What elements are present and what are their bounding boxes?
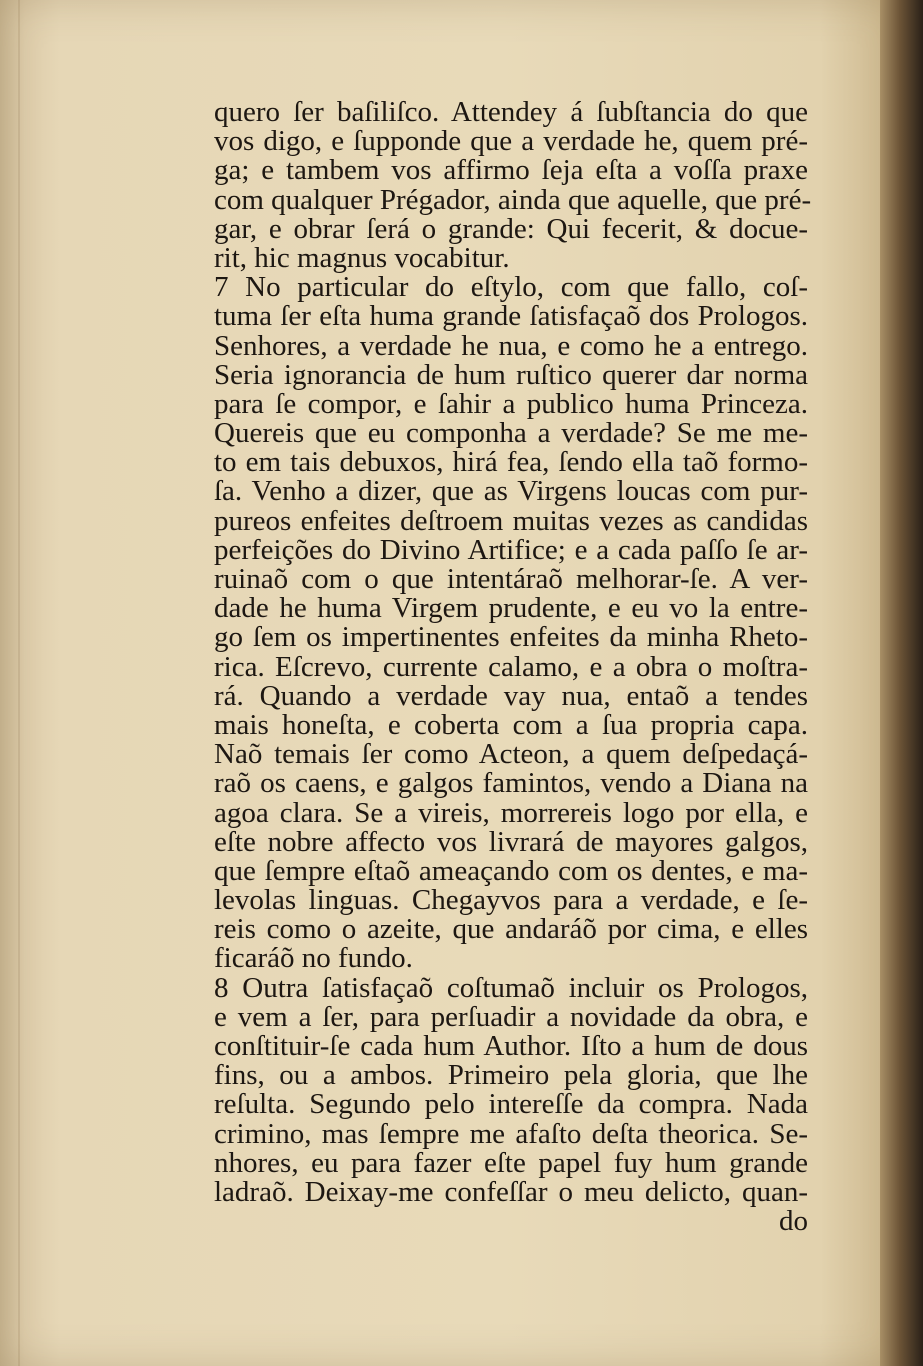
text-line: que ſempre eſtaõ ameaçando com os dentes, e ma-	[214, 854, 808, 887]
text-line: nhores, eu para fazer eſte papel fuy hum grande	[214, 1146, 808, 1179]
text-line: quero ſer baſiliſco. Attendey á ſubſtancia do que	[214, 96, 808, 128]
text-line: gar, e obrar ſerá o grande: Qui fecerit, & docue-	[214, 212, 808, 245]
text-line: 7 No particular do eſtylo, com que fallo, coſ-	[214, 271, 808, 304]
text-line: crimino, mas ſempre me afaſto deſta theorica. Se-	[214, 1117, 808, 1150]
text-line: tuma ſer eſta huma grande ſatisfaçaõ dos Prologos.	[214, 300, 808, 333]
page-text	[214, 96, 812, 1238]
text-line: 8 Outra ſatisfaçaõ coſtumaõ incluir os Prologos,	[214, 971, 808, 1004]
text-line: rit, hic magnus vocabitur.	[214, 241, 510, 274]
text-line: pureos enfeites deſtroem muitas vezes as candidas	[214, 504, 808, 537]
text-line: conſtituir-ſe cada hum Author. Iſto a hum de dous	[214, 1030, 808, 1062]
text-line: Senhores, a verdade he nua, e como he a entrego.	[214, 329, 808, 362]
text-line: raõ os caens, e galgos famintos, vendo a Diana na	[214, 767, 808, 800]
text-line: reſulta. Segundo pelo intereſſe da compra. Nada	[214, 1088, 808, 1121]
text-line: e vem a ſer, para perſuadir a novidade da obra, e	[214, 1000, 808, 1033]
text-line: rá. Quando a verdade vay nua, entaõ a tendes	[214, 679, 808, 712]
text-line: Quereis que eu componha a verdade? Se me me-	[214, 417, 808, 450]
text-line: rica. Eſcrevo, currente calamo, e a obra o moſtra-	[214, 650, 808, 683]
page-right-edge	[880, 0, 923, 1366]
text-line: com qualquer Prégador, ainda que aquelle, que pré-	[214, 183, 812, 216]
text-line: ruinaõ com o que intentáraõ melhorar-ſe. A ver-	[214, 563, 808, 595]
text-line: levolas linguas. Chegayvos para a verdade, e ſe-	[214, 884, 808, 917]
text-line: do	[779, 1205, 808, 1238]
text-line: vos digo, e ſupponde que a verdade he, quem pré-	[214, 125, 808, 158]
text-line: agoa clara. Se a vireis, morrereis logo por ella, e	[214, 796, 808, 829]
text-line: dade he huma Virgem prudente, e eu vo la entre-	[214, 592, 808, 625]
text-line: ladraõ. Deixay-me confeſſar o meu delicto, quan-	[214, 1175, 808, 1208]
text-line: para ſe compor, e ſahir a publico huma Princeza.	[214, 387, 808, 420]
page-gutter-shadow	[18, 0, 20, 1366]
text-line: ga; e tambem vos affirmo ſeja eſta a voſſa praxe	[214, 154, 808, 187]
text-line: mais honeſta, e coberta com a ſua propria capa.	[214, 708, 808, 741]
text-line: reis como o azeite, que andaráõ por cima, e elles	[214, 913, 808, 946]
text-line: perfeições do Divino Artifice; e a cada paſſo ſe ar-	[214, 533, 808, 566]
text-line: ſa. Venho a dizer, que as Virgens loucas com pur-	[214, 475, 808, 508]
text-line: go ſem os impertinentes enfeites da minha Rheto-	[214, 621, 808, 654]
text-line: to em tais debuxos, hirá fea, ſendo ella taõ formo-	[214, 446, 808, 479]
text-line: eſte nobre affecto vos livrará de mayores galgos,	[214, 825, 808, 858]
text-line: Seria ignorancia de hum ruſtico querer dar norma	[214, 358, 808, 391]
text-line: Naõ temais ſer como Acteon, a quem deſpedaçá-	[214, 738, 808, 771]
text-line: fins, ou a ambos. Primeiro pela gloria, que lhe	[214, 1059, 808, 1092]
text-line: ficaráõ no fundo.	[214, 942, 413, 975]
